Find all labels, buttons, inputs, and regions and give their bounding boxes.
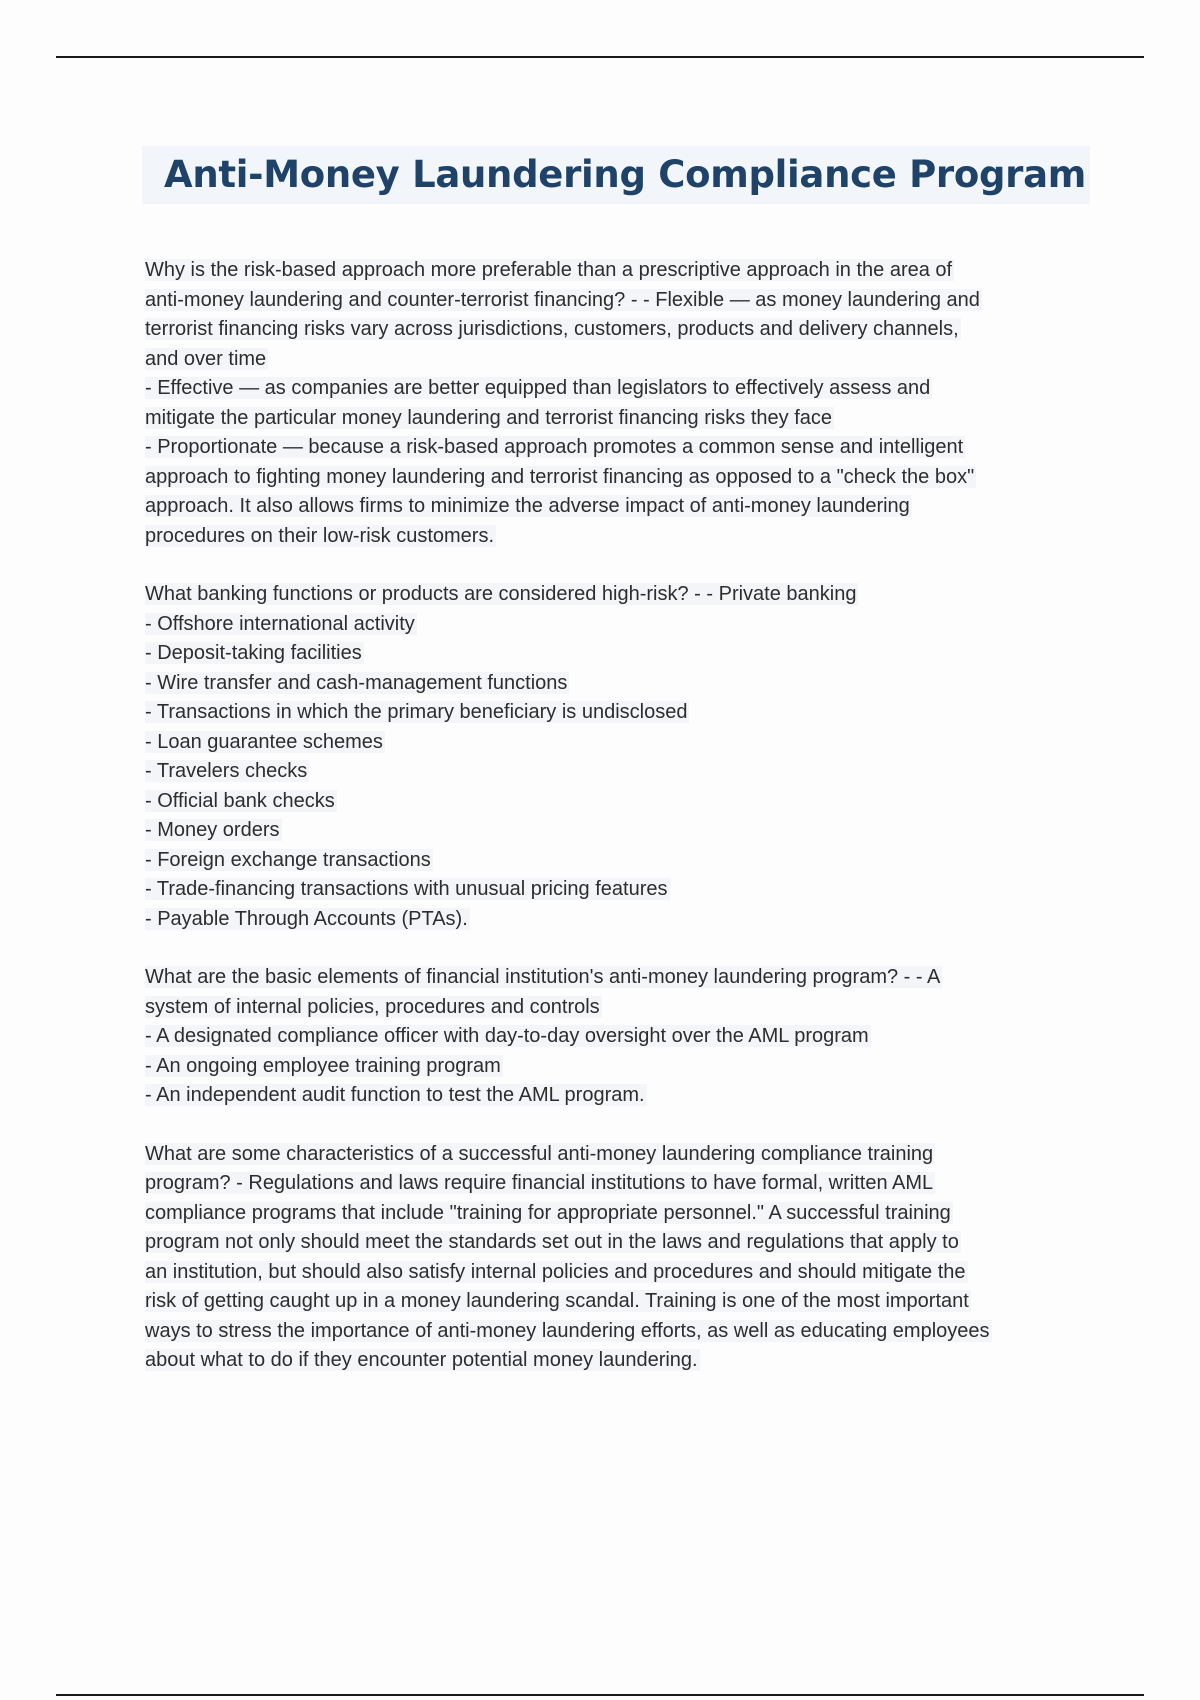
qa-paragraph [145, 256, 1095, 551]
text-line [145, 1258, 1095, 1288]
text-line [145, 492, 1095, 522]
text-line [145, 522, 1095, 552]
text-line [145, 374, 1095, 404]
text-line-content: - Deposit-taking facilities [145, 642, 362, 664]
text-line-content: - Offshore international activity [145, 612, 415, 635]
text-line-content: program? - Regulations and laws require financial institutions to have formal, written AML [145, 1172, 934, 1194]
text-line-content: procedures on their low-risk customers. [145, 524, 495, 547]
text-line [145, 1169, 1095, 1199]
text-line-content: approach. It also allows firms to minimize the adverse impact of anti-money laundering [145, 495, 910, 517]
text-line-content: - Payable Through Accounts (PTAs). [145, 907, 468, 930]
document-body [145, 256, 1095, 1405]
text-line-content: - Wire transfer and cash-management functions [145, 671, 568, 694]
text-line [145, 580, 1095, 610]
text-line-content: approach to fighting money laundering and terrorist financing as opposed to a "check the box" [145, 465, 975, 488]
text-line [145, 1287, 1095, 1317]
text-line [145, 816, 1095, 846]
text-line [145, 1140, 1095, 1170]
text-line-content: - Proportionate — because a risk-based approach promotes a common sense and intelligent [145, 436, 964, 458]
text-line-content: and over time [145, 347, 267, 370]
text-line [145, 698, 1095, 728]
text-line-content: - Transactions in which the primary beneficiary is undisclosed [145, 701, 688, 723]
text-line-content: What banking functions or products are considered high-risk? - - Private banking [145, 583, 857, 605]
text-line-content: What are some characteristics of a successful anti-money laundering compliance training [145, 1142, 934, 1165]
qa-paragraph [145, 1140, 1095, 1376]
text-line [145, 905, 1095, 935]
text-line-content: program not only should meet the standards set out in the laws and regulations that apply to [145, 1231, 959, 1253]
text-line [145, 286, 1095, 316]
text-line-content: risk of getting caught up in a money laundering scandal. Training is one of the most important [145, 1290, 969, 1312]
text-line-content: - Effective — as companies are better equipped than legislators to effectively assess and [145, 377, 931, 399]
text-line [145, 875, 1095, 905]
text-line [145, 963, 1095, 993]
text-line-content: about what to do if they encounter potential money laundering. [145, 1349, 698, 1371]
text-line [145, 1346, 1095, 1376]
text-line-content: - Loan guarantee schemes [145, 730, 383, 753]
text-line-content: - Travelers checks [145, 760, 308, 782]
text-line-content: system of internal policies, procedures and controls [145, 995, 600, 1018]
text-line [145, 433, 1095, 463]
text-line-content: - A designated compliance officer with day-to-day oversight over the AML program [145, 1025, 869, 1047]
text-line [145, 1199, 1095, 1229]
text-line [145, 846, 1095, 876]
text-line-content: - Foreign exchange transactions [145, 848, 431, 871]
text-line-content: mitigate the particular money laundering and terrorist financing risks they face [145, 406, 833, 429]
text-line [145, 787, 1095, 817]
page-title: Anti-Money Laundering Compliance Program [164, 153, 1087, 196]
text-line-content: terrorist financing risks vary across jurisdictions, customers, products and delivery channels, [145, 318, 959, 340]
text-line-content: - Money orders [145, 819, 280, 841]
text-line-content: Why is the risk-based approach more preferable than a prescriptive approach in the area of [145, 259, 953, 281]
text-line-content: - Trade-financing transactions with unusual pricing features [145, 878, 668, 900]
text-line-content: compliance programs that include "training for appropriate personnel." A successful training [145, 1201, 951, 1224]
header-rule [56, 56, 1144, 58]
text-line-content: ways to stress the importance of anti-money laundering efforts, as well as educating employees [145, 1319, 990, 1342]
text-line-content: an institution, but should also satisfy internal policies and procedures and should mitigate the [145, 1260, 966, 1283]
text-line [145, 639, 1095, 669]
text-line-content: anti-money laundering and counter-terrorist financing? - - Flexible — as money laundering and [145, 288, 980, 311]
text-line [145, 1052, 1095, 1082]
qa-paragraph [145, 963, 1095, 1111]
text-line [145, 1317, 1095, 1347]
text-line [145, 1022, 1095, 1052]
text-line [145, 315, 1095, 345]
text-line [145, 757, 1095, 787]
text-line [145, 1228, 1095, 1258]
text-line-content: - Official bank checks [145, 789, 335, 812]
text-line [145, 669, 1095, 699]
text-line [145, 256, 1095, 286]
text-line [145, 610, 1095, 640]
footer-rule [56, 1694, 1144, 1696]
text-line-content: - An independent audit function to test the AML program. [145, 1084, 645, 1106]
text-line [145, 1081, 1095, 1111]
text-line [145, 993, 1095, 1023]
text-line [145, 463, 1095, 493]
text-line-content: - An ongoing employee training program [145, 1054, 501, 1077]
text-line-content: What are the basic elements of financial institution's anti-money laundering program? - - A [145, 966, 941, 988]
text-line [145, 728, 1095, 758]
text-line [145, 404, 1095, 434]
qa-paragraph [145, 580, 1095, 934]
text-line [145, 345, 1095, 375]
